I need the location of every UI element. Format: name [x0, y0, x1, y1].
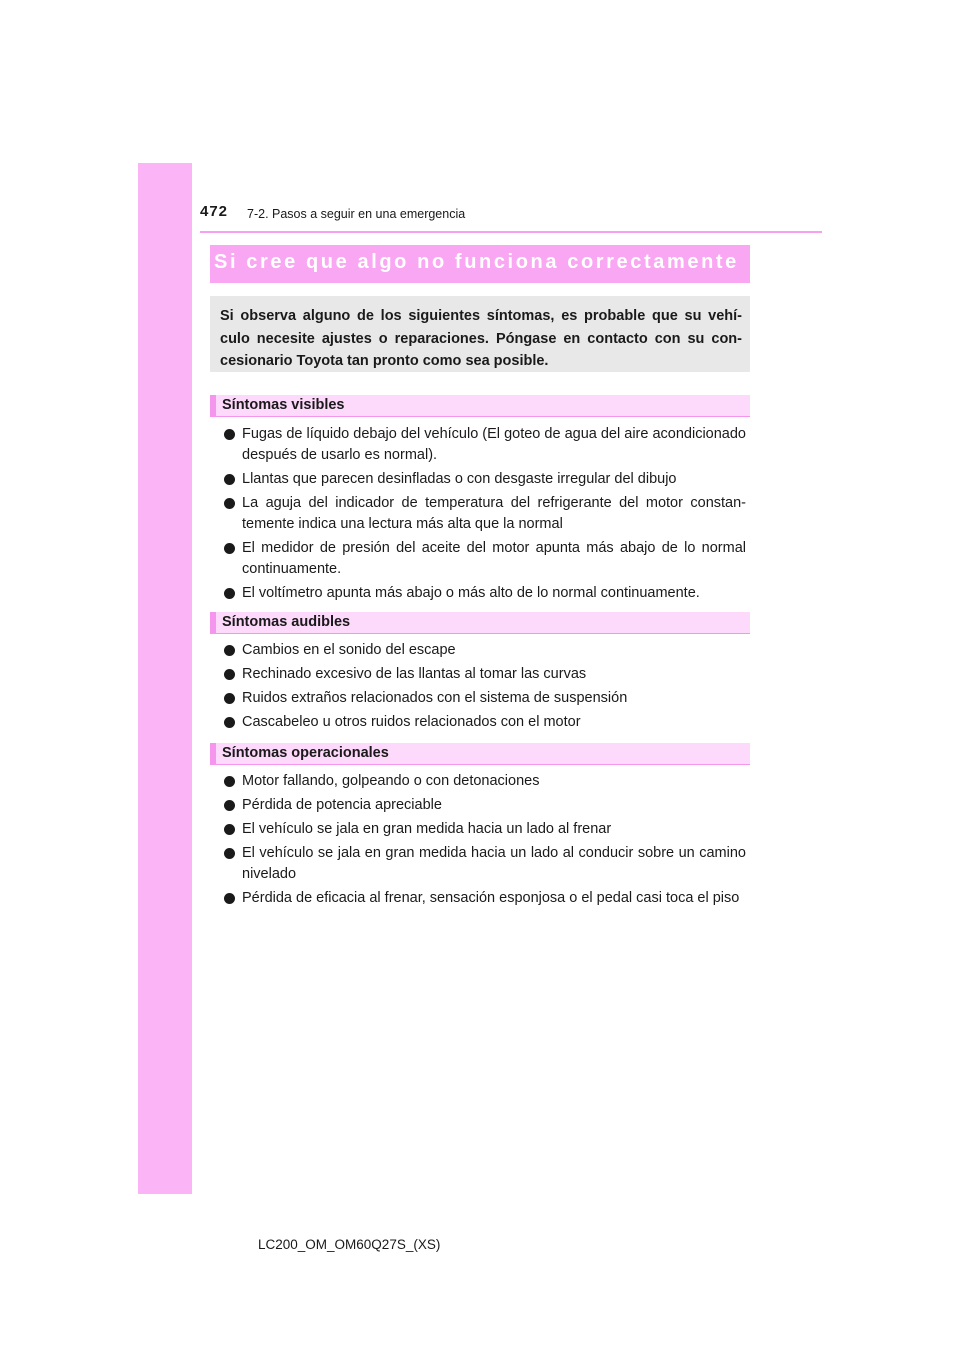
bullet-icon: [224, 669, 235, 680]
subhead-audible-symptoms: Síntomas audibles: [210, 612, 750, 634]
section-breadcrumb: 7-2. Pasos a seguir en una emergencia: [247, 207, 466, 221]
bullet-icon: [224, 693, 235, 704]
list-item: [223, 664, 746, 685]
page-title-bar: [210, 245, 750, 283]
bullet-icon: [224, 474, 235, 485]
list-item-text: Motor fallando, golpeando o con detonaciones: [242, 773, 540, 789]
bullet-icon: [224, 776, 235, 787]
list-item-text: La aguja del indicador de temperatura del refrigerante del motor constan-temente indica una lectura más alta que la normal: [242, 495, 746, 532]
list-item-text: El medidor de presión del aceite del motor apunta más abajo de lo normal continuamente.: [242, 540, 746, 577]
page-number: 472: [200, 203, 229, 220]
list-item-text: Rechinado excesivo de las llantas al tomar las curvas: [242, 666, 587, 682]
audible-symptoms-list: [223, 640, 746, 736]
list-item: [223, 795, 746, 816]
list-item-text: Pérdida de eficacia al frenar, sensación esponjosa o el pedal casi toca el piso: [242, 890, 740, 906]
visible-symptoms-list: [223, 424, 746, 607]
bullet-icon: [224, 893, 235, 904]
subhead-operational-symptoms: Síntomas operacionales: [210, 743, 750, 765]
list-item-text: El voltímetro apunta más abajo o más alto de lo normal continuamente.: [242, 585, 700, 601]
bullet-icon: [224, 848, 235, 859]
subhead-visible-symptoms: Síntomas visibles: [210, 395, 750, 417]
list-item-text: El vehículo se jala en gran medida hacia un lado al frenar: [242, 821, 612, 837]
intro-box: Si observa alguno de los siguientes síntomas, es probable que su vehí-culo necesite ajustes o reparaciones. Póngase en contacto con su con-cesionario Toyota tan pronto como sea posible.: [210, 296, 750, 372]
operational-symptoms-list: [223, 771, 746, 912]
list-item: [223, 843, 746, 885]
list-item: [223, 538, 746, 580]
list-item: [223, 493, 746, 535]
list-item-text: Pérdida de potencia apreciable: [242, 797, 442, 813]
bullet-icon: [224, 800, 235, 811]
list-item-text: El vehículo se jala en gran medida hacia un lado al conducir sobre un camino nivelado: [242, 845, 746, 882]
bullet-icon: [224, 588, 235, 599]
list-item: [223, 712, 746, 733]
list-item-text: Llantas que parecen desinfladas o con desgaste irregular del dibujo: [242, 471, 677, 487]
list-item: [223, 771, 746, 792]
chapter-side-tab: [138, 163, 192, 1194]
page-title: Si cree que algo no funciona correctamente: [214, 251, 739, 273]
list-item: [223, 424, 746, 466]
list-item: [223, 888, 746, 909]
bullet-icon: [224, 717, 235, 728]
header-rule: [200, 231, 822, 233]
list-item-text: Cambios en el sonido del escape: [242, 642, 456, 658]
list-item: [223, 688, 746, 709]
footer-code: LC200_OM_OM60Q27S_(XS): [258, 1237, 441, 1252]
bullet-icon: [224, 645, 235, 656]
bullet-icon: [224, 543, 235, 554]
bullet-icon: [224, 498, 235, 509]
bullet-icon: [224, 429, 235, 440]
list-item: [223, 583, 746, 604]
list-item-text: Cascabeleo u otros ruidos relacionados con el motor: [242, 714, 581, 730]
list-item: [223, 640, 746, 661]
list-item-text: Ruidos extraños relacionados con el sistema de suspensión: [242, 690, 628, 706]
list-item: [223, 469, 746, 490]
list-item: [223, 819, 746, 840]
bullet-icon: [224, 824, 235, 835]
list-item-text: Fugas de líquido debajo del vehículo (El goteo de agua del aire acondicionado después de usarlo es normal).: [242, 426, 746, 463]
